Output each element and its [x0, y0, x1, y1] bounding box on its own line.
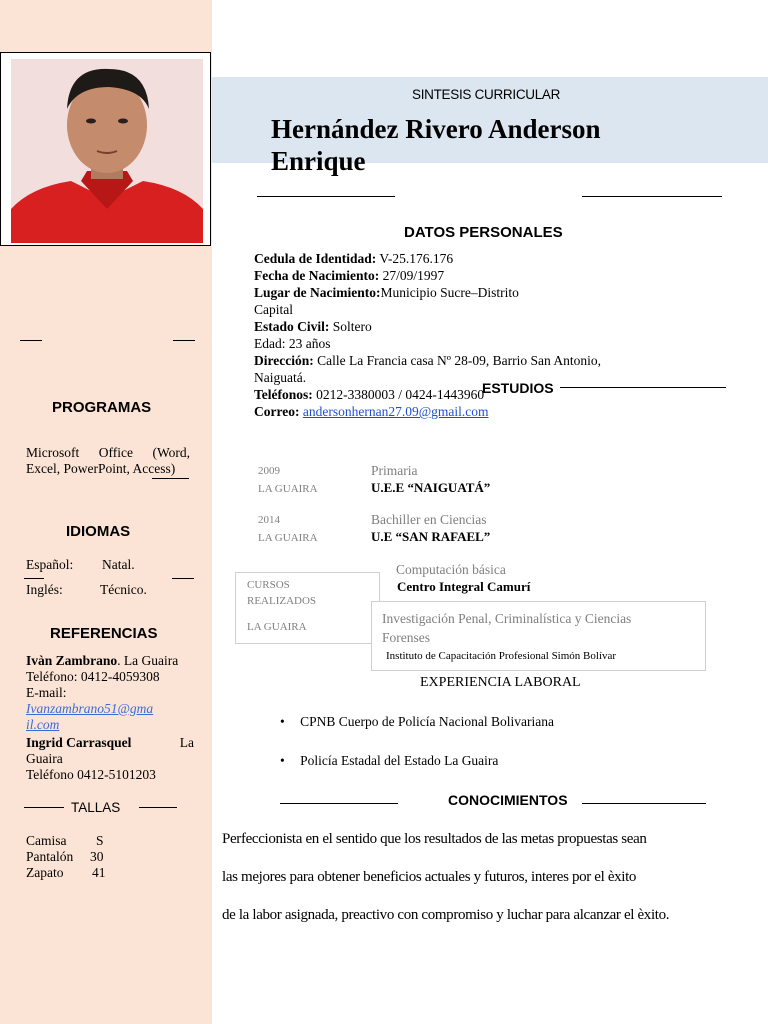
telefonos-value: 0212-3380003 / 0424-1443960	[316, 387, 485, 402]
referencias-title: REFERENCIAS	[50, 625, 158, 642]
experiencia-text-1: CPNB Cuerpo de Policía Nacional Bolivariana	[300, 714, 554, 729]
cedula-value: V-25.176.176	[379, 251, 454, 266]
bullet-icon: •	[280, 714, 285, 729]
person-name-line-2: Enrique	[271, 146, 366, 176]
divider	[257, 196, 395, 197]
divider	[152, 478, 189, 479]
idioma-level-1: Natal.	[102, 557, 135, 572]
experiencia-text-2: Policía Estadal del Estado La Guaira	[300, 753, 499, 768]
divider	[24, 807, 64, 808]
tallas-title: TALLAS	[71, 800, 121, 815]
idioma-level-2: Técnico.	[100, 582, 147, 597]
divider	[582, 803, 706, 804]
curso-2-name	[382, 609, 702, 647]
direccion-label: Dirección:	[254, 353, 314, 368]
ref2-place2: Guaira	[26, 751, 63, 766]
cursos-place: LA GUAIRA	[247, 621, 307, 633]
talla-item-1: Camisa	[26, 833, 67, 848]
divider	[173, 340, 195, 341]
estudio-level-1: Primaria	[371, 463, 418, 478]
divider	[560, 387, 726, 388]
cedula-label: Cedula de Identidad:	[254, 251, 377, 266]
programas-title: PROGRAMAS	[52, 399, 152, 416]
cursos-label-box	[235, 572, 380, 644]
divider	[280, 803, 398, 804]
ref2-phone: Teléfono 0412-5101203	[26, 767, 156, 782]
lugar-label: Lugar de Nacimiento:	[254, 285, 381, 300]
estudio-place-2: LA GUAIRA	[258, 532, 318, 544]
estudio-level-2: Bachiller en Ciencias	[371, 512, 487, 527]
telefonos-label: Teléfonos:	[254, 387, 313, 402]
person-name-line-1: Hernández Rivero Anderson	[271, 114, 601, 144]
datos-title: DATOS PERSONALES	[404, 224, 563, 241]
cursos-label	[247, 577, 316, 609]
experiencia-item	[280, 753, 498, 769]
civil-label: Estado Civil:	[254, 319, 330, 334]
referencia-1	[26, 653, 196, 733]
lugar-value-cont: Capital	[254, 302, 293, 317]
direccion-value: Calle La Francia casa Nº 28-09, Barrio San Antonio,	[317, 353, 601, 368]
correo-label: Correo:	[254, 404, 300, 419]
estudio-year-1: 2009	[258, 465, 280, 477]
experiencia-item	[280, 714, 554, 730]
conocimientos-line-2: las mejores para obtener beneficios actuales y futuros, interes por el èxito	[222, 869, 637, 885]
profile-photo	[11, 59, 203, 243]
curso-2-name-line-2: Forenses	[382, 630, 430, 645]
talla-size-3: 41	[92, 865, 106, 880]
curso-2-institution: Instituto de Capacitación Profesional Simón Bolívar	[386, 650, 617, 662]
correo-link[interactable]: andersonhernan27.09@gmail.com	[302, 404, 489, 419]
profile-photo-illustration	[11, 59, 203, 243]
divider	[582, 196, 722, 197]
curso-1-institution: Centro Integral Camurí	[397, 579, 531, 594]
ref1-place: . La Guaira	[117, 653, 179, 668]
referencia-2	[26, 735, 194, 783]
ref2-name: Ingrid Carrasquel	[26, 735, 132, 750]
curso-2-name-line-1: Investigación Penal, Criminalística y Ciencias	[382, 611, 632, 626]
cursos-label-2: REALIZADOS	[247, 595, 317, 607]
fecha-label: Fecha de Nacimiento:	[254, 268, 380, 283]
photo-frame	[0, 52, 211, 246]
fecha-value: 27/09/1997	[382, 268, 445, 283]
divider	[172, 578, 194, 579]
edad-value: Edad: 23 años	[254, 336, 331, 351]
talla-size-2: 30	[90, 849, 104, 864]
direccion-value-cont: Naiguatá.	[254, 370, 307, 385]
person-name	[271, 113, 601, 177]
datos-personales	[254, 250, 700, 420]
divider	[20, 340, 42, 341]
estudio-school-2: U.E “SAN RAFAEL”	[371, 529, 491, 544]
estudio-place-1: LA GUAIRA	[258, 483, 318, 495]
idioma-lang-1: Español:	[26, 557, 74, 572]
curso-1-name: Computación básica	[396, 562, 506, 577]
talla-item-3: Zapato	[26, 865, 64, 880]
document-subtitle: SINTESIS CURRICULAR	[412, 87, 561, 102]
ref2-place1: La	[179, 735, 194, 750]
estudios-title: ESTUDIOS	[482, 380, 554, 396]
conocimientos-line-3: de la labor asignada, preactivo con compromiso y luchar para alcanzar el èxito.	[222, 907, 670, 923]
curso-2-box	[371, 601, 706, 671]
ref1-phone: Teléfono: 0412-4059308	[26, 669, 160, 684]
experiencia-title: EXPERIENCIA LABORAL	[420, 675, 581, 690]
divider	[139, 807, 177, 808]
ref1-name: Ivàn Zambrano	[26, 653, 118, 668]
programas-text: Microsoft Office (Word, Excel, PowerPoint, Access)	[26, 445, 190, 476]
idioma-lang-2: Inglés:	[26, 582, 63, 597]
ref1-email-label: E-mail:	[26, 685, 67, 700]
conocimientos-title: CONOCIMIENTOS	[448, 792, 568, 808]
talla-item-2: Pantalón	[26, 849, 74, 864]
lugar-value: Municipio Sucre–Distrito	[380, 285, 519, 300]
ref1-email-link-cont[interactable]: il.com	[26, 717, 60, 732]
estudio-school-1: U.E.E “NAIGUATÁ”	[371, 480, 491, 495]
ref1-email-link[interactable]: Ivanzambrano51@gma	[26, 701, 154, 716]
idiomas-title: IDIOMAS	[66, 523, 131, 540]
bullet-icon: •	[280, 753, 285, 768]
cursos-label-1: CURSOS	[247, 579, 290, 591]
estudio-year-2: 2014	[258, 514, 280, 526]
conocimientos-line-1: Perfeccionista en el sentido que los resultados de las metas propuestas sean	[222, 831, 647, 847]
talla-size-1: S	[96, 833, 104, 848]
civil-value: Soltero	[332, 319, 372, 334]
divider	[24, 578, 44, 579]
